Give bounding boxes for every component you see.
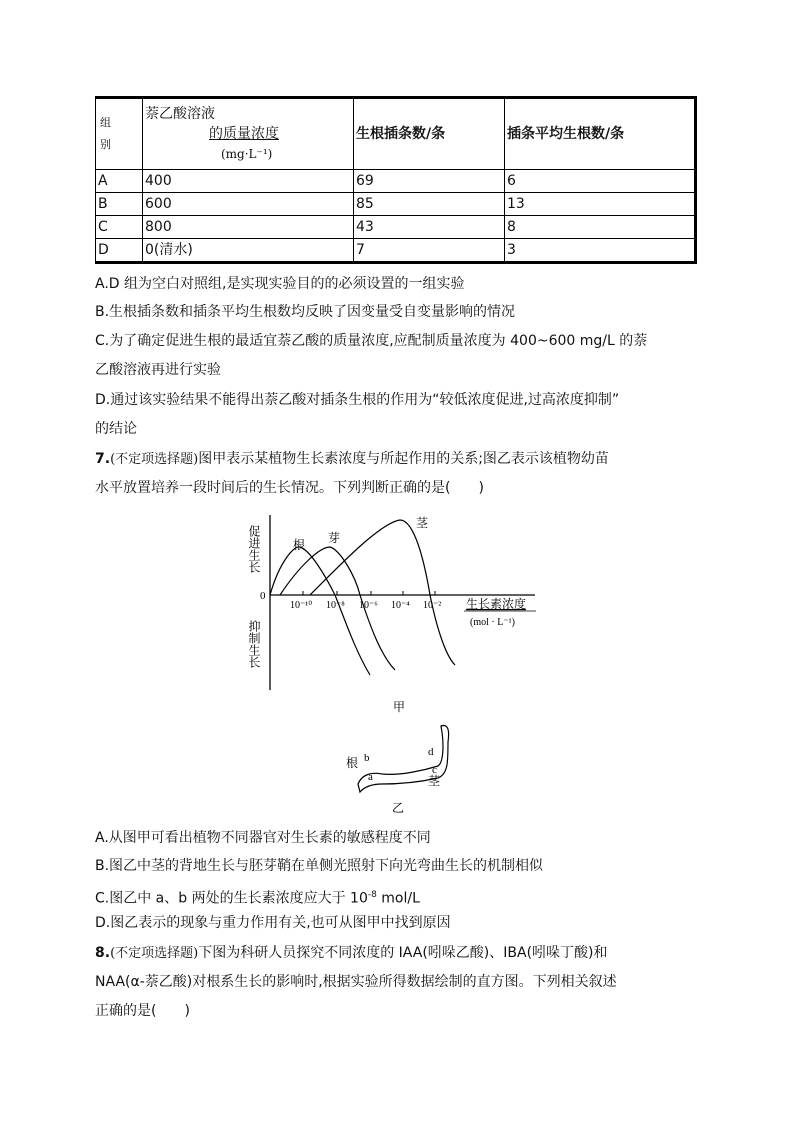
- q7-option-c-exp: -8: [367, 890, 377, 900]
- cell-group: A: [96, 170, 143, 193]
- root-curve: [270, 547, 370, 675]
- header-rooted: 生根插条数/条: [354, 98, 505, 170]
- figure-yi-seedling: [340, 722, 460, 817]
- q6-option-b: B.生根插条数和插条平均生根数均反映了因变量受自变量影响的情况: [95, 304, 516, 320]
- q8-stem-line1: [95, 943, 608, 964]
- tick-label: 10⁻⁸: [326, 600, 345, 611]
- x-axis-title: 生长素浓度: [466, 597, 527, 611]
- label-root: 根: [346, 756, 359, 770]
- q6-option-c-line2: 乙酸溶液再进行实验: [95, 362, 221, 378]
- q7-option-a: A.从图甲可看出植物不同器官对生长素的敏感程度不同: [95, 830, 431, 846]
- q7-option-c: [95, 885, 420, 909]
- q6-option-d-line1: D.通过该实验结果不能得出萘乙酸对插条生根的作用为“较低浓度促进,过高浓度抑制”: [95, 392, 620, 408]
- curve-label-stem: 茎: [416, 516, 429, 530]
- cell-avg: 8: [505, 216, 696, 239]
- q6-option-d-line2: 的结论: [95, 421, 137, 437]
- label-b: b: [364, 752, 370, 764]
- q8-stem-line2: NAA(α-萘乙酸)对根系生长的影响时,根据实验所得数据绘制的直方图。下列相关叙述: [95, 974, 617, 990]
- q7-option-c-unit: mol/L: [376, 890, 420, 907]
- table-row: [96, 216, 696, 239]
- figure-yi-caption: 乙: [392, 801, 405, 815]
- table-row: [96, 239, 696, 263]
- cell-avg: 6: [505, 170, 696, 193]
- cell-conc: 0(清水): [143, 239, 354, 263]
- figure-jia-auxin-curves: [240, 505, 550, 715]
- header-avg-roots: 插条平均生根数/条: [505, 98, 696, 170]
- cell-avg: 13: [505, 193, 696, 216]
- cell-group: D: [96, 239, 143, 263]
- q7-option-b: B.图乙中茎的背地生长与胚芽鞘在单侧光照射下向光弯曲生长的机制相似: [95, 858, 544, 874]
- tick-label: 10⁻⁶: [359, 600, 378, 611]
- tick-label: 10⁻²: [423, 600, 442, 611]
- table-header-row: [96, 98, 696, 170]
- origin-label: 0: [260, 590, 266, 602]
- tick-label: 10⁻¹⁰: [290, 600, 313, 611]
- curve-label-root: 根: [293, 538, 306, 552]
- q8-stem-line3: 正确的是( ): [95, 1003, 190, 1019]
- q6-option-a: A.D 组为空白对照组,是实现实验目的的必须设置的一组实验: [95, 276, 465, 292]
- q7-stem-line2: 水平放置培养一段时间后的生长情况。下列判断正确的是( ): [95, 480, 484, 496]
- header-conc-line2: 的质量浓度: [209, 126, 279, 142]
- header-group: 组 别: [96, 98, 143, 170]
- q8-type: (不定项选择题): [110, 946, 199, 961]
- q7-stem-line1: [95, 449, 609, 470]
- cell-conc: 600: [143, 193, 354, 216]
- label-stem: 茎: [428, 774, 441, 788]
- tick-label: 10⁻⁴: [391, 600, 410, 611]
- x-axis-unit: (mol · L⁻¹): [470, 617, 515, 628]
- cell-rooted: 43: [354, 216, 505, 239]
- header-concentration: [143, 98, 354, 170]
- data-table: [95, 96, 697, 264]
- cell-conc: 400: [143, 170, 354, 193]
- q7-option-c-text: C.图乙中 a、b 两处的生长素浓度应大于 10: [95, 890, 368, 907]
- table-row: [96, 170, 696, 193]
- cell-rooted: 69: [354, 170, 505, 193]
- q7-number: 7.: [95, 451, 111, 467]
- q7-type: (不定项选择题): [110, 452, 199, 467]
- q8-stem1: 下图为科研人员探究不同浓度的 IAA(吲哚乙酸)、IBA(吲哚丁酸)和: [198, 945, 608, 961]
- curve-label-bud: 芽: [328, 531, 341, 545]
- header-conc-line1: 萘乙酸溶液: [145, 106, 215, 122]
- q6-option-c-line1: C.为了确定促进生根的最适宜萘乙酸的质量浓度,应配制质量浓度为 400~600 mg/L 的萘: [95, 333, 648, 349]
- label-c: c: [432, 764, 437, 776]
- label-a: a: [368, 771, 373, 783]
- y-label-inhibit: 抑制生长: [247, 620, 261, 668]
- cell-conc: 800: [143, 216, 354, 239]
- y-label-promote: 促进生长: [247, 525, 261, 573]
- q7-option-d: D.图乙表示的现象与重力作用有关,也可从图甲中找到原因: [95, 915, 451, 931]
- table-row: [96, 193, 696, 216]
- header-conc-unit: (mg·L⁻¹): [221, 147, 273, 161]
- q7-stem1: 图甲表示某植物生长素浓度与所起作用的关系;图乙表示该植物幼苗: [198, 451, 609, 467]
- cell-avg: 3: [505, 239, 696, 263]
- cell-group: C: [96, 216, 143, 239]
- q8-number: 8.: [95, 945, 111, 961]
- figure-jia-caption: 甲: [393, 700, 406, 714]
- label-d: d: [428, 746, 434, 758]
- cell-group: B: [96, 193, 143, 216]
- cell-rooted: 85: [354, 193, 505, 216]
- cell-rooted: 7: [354, 239, 505, 263]
